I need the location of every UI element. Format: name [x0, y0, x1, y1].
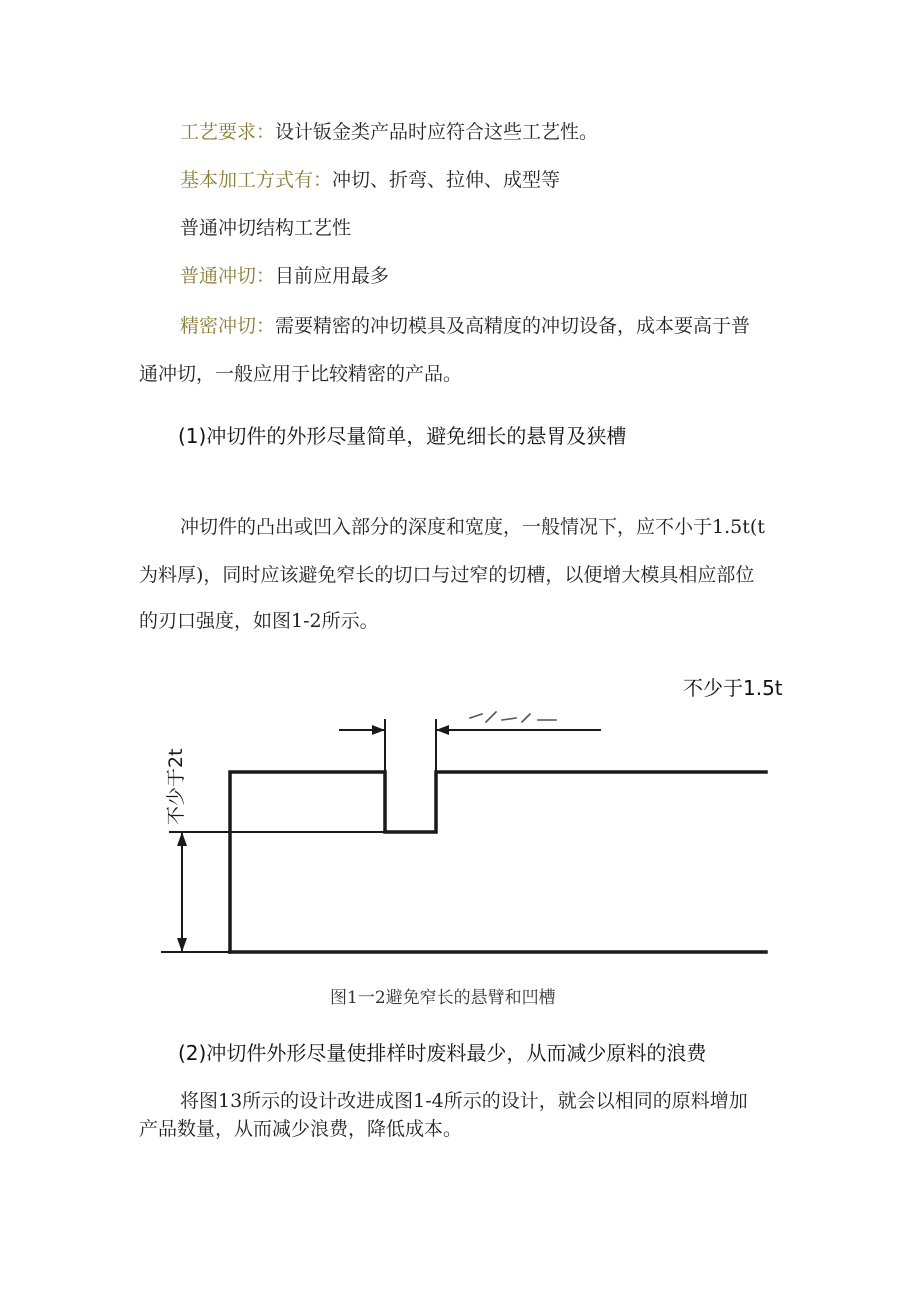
paragraph-normal-punching-title: [180, 215, 351, 241]
label-precision-punching: 精密冲切：: [180, 315, 276, 337]
section1-body-line3: 的刃口强度，如图1-2所示。: [139, 610, 379, 632]
text-basic-methods: 冲切、折弯、拉伸、成型等: [332, 169, 561, 191]
figure-side-label: 不少于2t: [165, 748, 187, 825]
text-normal-punching-title: 普通冲切结构工艺性: [180, 217, 352, 239]
section1-body-line2: 为料厚)，同时应该避免窄长的切口与过窄的切槽，以便增大模具相应部位: [139, 564, 755, 586]
section2-body-line2: 产品数量，从而减少浪费，降低成本。: [139, 1118, 463, 1140]
paragraph-normal-punching: [180, 263, 389, 289]
section2-body-line1: 将图13所示的设计改进成图1-4所示的设计，就会以相同的原料增加: [180, 1090, 748, 1112]
label-basic-methods: 基本加工方式有：: [180, 169, 333, 191]
text-precision-punching-line1: 需要精密的冲切模具及高精度的冲切设备，成本要高于普: [275, 315, 751, 337]
figure-caption: 图1一2避免窄长的悬臂和凹槽: [330, 988, 556, 1008]
text-process-requirements: 设计钣金类产品时应符合这些工艺性。: [275, 121, 599, 143]
side-dim-arrow-bottom: [177, 938, 187, 952]
part-outline: [230, 772, 766, 952]
section2-heading: (2)冲切件外形尽量使排样时废料最少，从而减少原料的浪费: [178, 1041, 707, 1065]
partial-label-marks: [470, 712, 556, 722]
paragraph-precision-punching-cont: [139, 361, 462, 387]
label-process-requirements: 工艺要求：: [180, 121, 276, 143]
figure-top-label: 不少于1.5t: [683, 676, 783, 700]
figure-cantilever-diagram: [140, 690, 780, 965]
label-normal-punching: 普通冲切：: [180, 265, 276, 287]
text-normal-punching: 目前应用最多: [275, 265, 390, 287]
dim-arrow-left-head: [372, 725, 385, 735]
paragraph-precision-punching: [180, 313, 750, 339]
text-precision-punching-line2: 通冲切，一般应用于比较精密的产品。: [139, 363, 463, 385]
section1-heading: (1)冲切件的外形尽量简单，避免细长的悬胃及狭槽: [178, 424, 627, 448]
paragraph-basic-methods: [180, 167, 560, 193]
side-dim-arrow-top: [177, 832, 187, 846]
dim-arrow-right-head: [436, 725, 449, 735]
paragraph-process-requirements: [180, 119, 598, 145]
section1-body-line1: 冲切件的凸出或凹入部分的深度和宽度，一般情况下，应不小于1.5t(t: [180, 516, 765, 538]
